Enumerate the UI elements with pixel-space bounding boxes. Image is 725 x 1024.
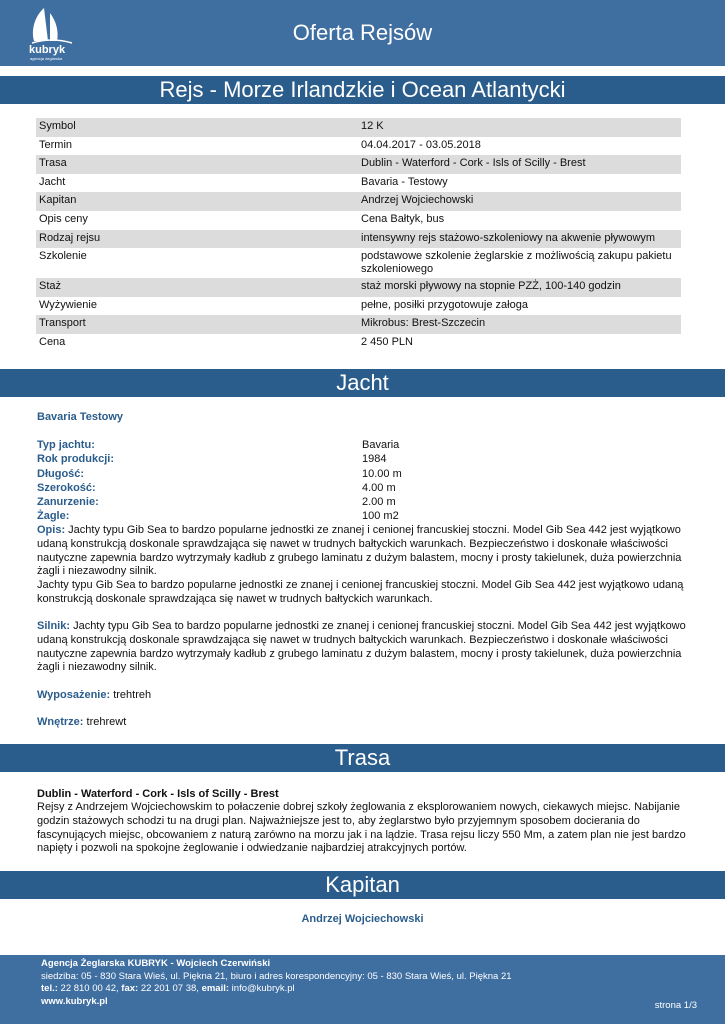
spec-row: [36, 297, 681, 316]
yacht-spec-value: 2.00 m: [362, 496, 396, 509]
spec-row: [36, 155, 681, 174]
yacht-spec-list: [37, 438, 682, 524]
spec-row: [36, 118, 681, 137]
spec-value: 04.04.2017 - 03.05.2018: [361, 138, 481, 151]
spec-label: Termin: [39, 138, 73, 151]
yacht-spec-row: [37, 452, 682, 466]
spec-value: 2 450 PLN: [361, 335, 413, 348]
spec-value: staż morski pływowy na stopnie PZŻ, 100-140 godzin: [361, 280, 621, 293]
wnetrze-label: Wnętrze:: [37, 716, 84, 728]
spec-row: [36, 334, 681, 353]
spec-value: pełne, posiłki przygotowuje załoga: [361, 298, 528, 311]
spec-label: Kapitan: [39, 194, 77, 207]
spec-label: Jacht: [39, 175, 66, 188]
equipment-line: [37, 689, 687, 703]
yacht-spec-label: Typ jachtu:: [37, 439, 95, 451]
spec-value: Andrzej Wojciechowski: [361, 194, 474, 207]
spec-label: Staż: [39, 280, 62, 293]
spec-value: podstawowe szkolenie żeglarskie z możliwością zakupu pakietu szkoleniowego: [361, 250, 672, 276]
spec-label: Cena: [39, 335, 66, 348]
page-footer: [0, 955, 725, 1024]
yacht-spec-value: 10.00 m: [362, 467, 402, 480]
spec-value: Cena Bałtyk, bus: [361, 212, 445, 225]
yacht-spec-label: Rok produkcji:: [37, 453, 115, 466]
spec-row: [36, 278, 681, 297]
fax-label: fax:: [121, 983, 139, 994]
spec-label: Symbol: [39, 120, 76, 132]
route-title: Dublin - Waterford - Cork - Isls of Scilly - Brest: [37, 788, 279, 800]
wyposazenie-label: Wyposażenie:: [37, 689, 111, 701]
yacht-heading: Jacht: [0, 369, 725, 397]
email-label: email:: [201, 983, 230, 994]
fax-value: 22 201 07 38,: [138, 983, 202, 994]
silnik-label: Silnik:: [37, 620, 71, 632]
spec-value: intensywny rejs stażowo-szkoleniowy na akwenie pływowym: [361, 231, 656, 244]
yacht-spec-value: Bavaria: [362, 439, 400, 451]
spec-row: [36, 315, 681, 334]
captain-name: Andrzej Wojciechowski: [301, 913, 424, 925]
yacht-spec-value: 4.00 m: [362, 481, 396, 494]
spec-row: [36, 174, 681, 193]
spec-row: [36, 211, 681, 230]
yacht-spec-label: Zanurzenie:: [37, 496, 99, 509]
yacht-spec-row: [37, 438, 682, 452]
yacht-spec-row: [37, 509, 682, 523]
tel-value: 22 810 00 42,: [57, 983, 122, 994]
opis-text: Jachty typu Gib Sea to bardzo popularne jednostki ze znanej i cenionej francuskiej stoczni. Model Gib Sea 442 jest wyjątkowo udaną konstrukcją doskonale sprawdzająca się nawet w trudnych bałtyckich warunkach. Bezpieczeństwo i doskonałe właściwości nautyczne zapewnia bardzo wytrzymały kadłub z grubego laminatu z dużym balastem, mocny i prosty takielunek, duża powierzchnia żagli i niezawodny silnik.: [37, 524, 682, 578]
yacht-spec-row: [37, 481, 682, 495]
opis-text-2: Jachty typu Gib Sea to bardzo popularne jednostki ze znanej i cenionej francuskiej stoczni. Model Gib Sea 442 jest wyjątkowo udaną konstrukcją doskonale sprawdzająca się nawet w trudnych bałtyckich warunkach.: [37, 579, 684, 605]
yacht-spec-label: Żagle:: [37, 510, 70, 523]
yacht-spec-value: 100 m2: [362, 510, 399, 523]
email-link[interactable]: info@kubryk.pl: [229, 983, 295, 994]
yacht-spec-label: Długość:: [37, 467, 85, 480]
cruise-spec-table: [36, 118, 681, 353]
spec-value: Bavaria - Testowy: [361, 175, 448, 188]
logo-text: kubryk: [29, 44, 66, 56]
logo-subtext: agencja żeglarska: [30, 56, 63, 61]
spec-label: Opis ceny: [39, 212, 88, 225]
cruise-title-band: Rejs - Morze Irlandzkie i Ocean Atlantycki: [0, 76, 725, 104]
spec-row: [36, 137, 681, 156]
page-title: Oferta Rejsów: [292, 20, 433, 45]
spec-value: Dublin - Waterford - Cork - Isls of Scilly - Brest: [361, 157, 586, 170]
silnik-text: Jachty typu Gib Sea to bardzo popularne jednostki ze znanej i cenionej francuskiej stoczni. Model Gib Sea 442 jest wyjątkowo udaną konstrukcją doskonale sprawdzająca się nawet w trudnych bałtyckich warunkach. Bezpieczeństwo i doskonałe właściwości nautyczne zapewnia bardzo wytrzymały kadłub z grubego laminatu z dużym balastem, mocny i prosty takielunek, duża powierzchnia żagli i niezawodny silnik.: [37, 620, 686, 674]
yacht-description: [37, 524, 687, 607]
spec-label: Szkolenie: [39, 250, 87, 263]
spec-row: [36, 248, 681, 278]
tel-label: tel.:: [41, 983, 58, 994]
captain-heading: Kapitan: [0, 871, 725, 899]
spec-label: Transport: [39, 317, 86, 330]
spec-label: Rodzaj rejsu: [39, 231, 101, 244]
page-header: [0, 0, 725, 66]
wnetrze-text: trehrewt: [83, 716, 127, 728]
footer-company: Agencja Żeglarska KUBRYK - Wojciech Czerwiński: [41, 958, 271, 969]
spec-row: [36, 230, 681, 249]
website-link[interactable]: www.kubryk.pl: [41, 995, 108, 1007]
spec-value: Mikrobus: Brest-Szczecin: [361, 317, 486, 330]
page-number: strona 1/3: [654, 999, 697, 1011]
yacht-spec-label: Szerokość:: [37, 481, 96, 494]
spec-label: Trasa: [39, 157, 67, 170]
spec-row: [36, 192, 681, 211]
wyposazenie-text: trehtreh: [110, 689, 152, 701]
interior-line: [37, 716, 687, 730]
route-description: Rejsy z Andrzejem Wojciechowskim to połaczenie dobrej szkoły żeglowania z eksplorowaniem nowych, ciekawych miejsc. Nabijanie godzin stażowych schodzi tu na drugi plan. Najważniejsze jest to, aby żeglarstwo było przyjemnym sposobem docierania do fascynujących miejsc, obcowaniem z naturą zarówno na morzu jak i na lądzie. Trasa rejsu liczy 550 Mm, a zatem plan nie jest bardzo napięty i pozwoli na spokojne żeglowanie i odwiedzanie najbardziej atrakcyjnych portów.: [37, 801, 686, 855]
yacht-spec-row: [37, 467, 682, 481]
route-heading: Trasa: [0, 744, 725, 772]
yacht-spec-value: 1984: [362, 453, 387, 466]
yacht-spec-row: [37, 495, 682, 509]
opis-label: Opis:: [37, 524, 66, 536]
spec-value: 12 K: [361, 120, 384, 132]
spec-label: Wyżywienie: [39, 298, 97, 311]
engine-description: [37, 620, 687, 675]
yacht-name: Bavaria Testowy: [37, 411, 124, 423]
footer-contact: [41, 983, 725, 996]
footer-address: siedziba: 05 - 830 Stara Wieś, ul. Piękna 21, biuro i adres korespondencyjny: 05 - 830 Stara Wieś, ul. Piękna 21: [41, 970, 512, 982]
